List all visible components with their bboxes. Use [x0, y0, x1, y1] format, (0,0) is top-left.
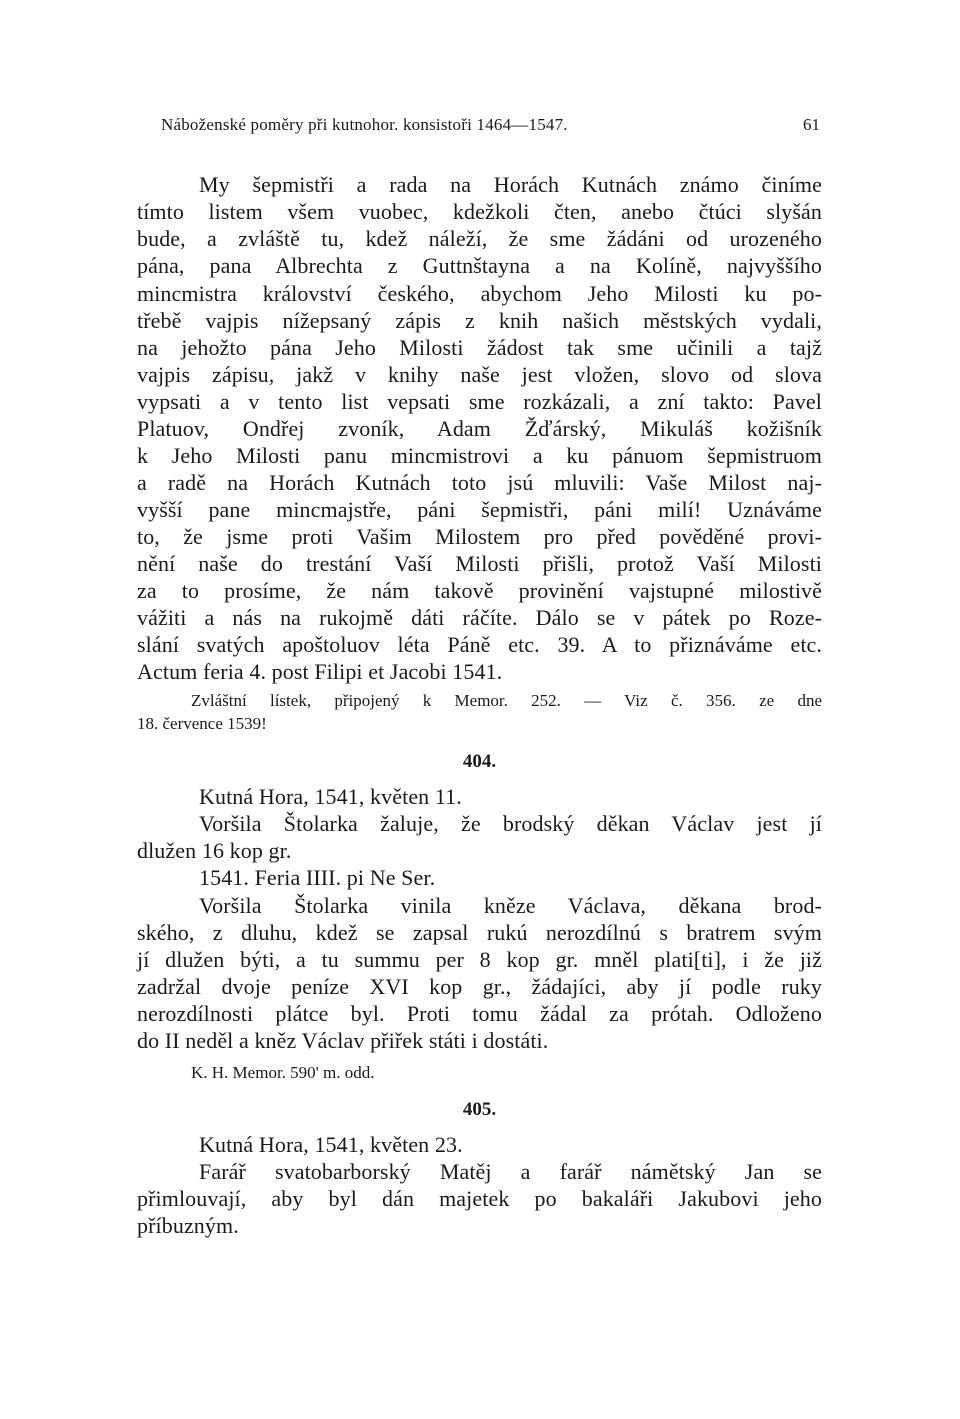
text-line: zadržal dvoje peníze XVI kop gr., žádajíci, aby jí podle ruky: [137, 974, 822, 999]
text-line: ského, z dluhu, kdež se zapsal rukú nerozdílnú s bratrem svým: [137, 920, 822, 945]
text-line: a radě na Horách Kutnách toto jsú mluvili: Vaše Milost naj-: [137, 470, 822, 495]
note-line: Zvláštní lístek, připojený k Memor. 252. — Viz č. 356. ze dne: [191, 691, 822, 710]
text-line: Actum feria 4. post Filipi et Jacobi 1541.: [137, 659, 503, 684]
text-line: do II neděl a kněz Václav přiřek státi i dostáti.: [137, 1028, 549, 1053]
text-line: na jehožto pána Jeho Milosti žádost tak sme učinili a tajž: [137, 335, 822, 360]
entry-summary-line: příbuzným.: [137, 1213, 239, 1238]
text-line: třebě vajpis nížepsaný zápis z knih našich městských vydali,: [137, 308, 822, 333]
text-line: nění naše do trestání Vaší Milosti přišli, protož Vaší Milosti: [137, 551, 822, 576]
entry-summary-line: Voršila Štolarka žaluje, že brodský děkan Václav jest jí: [199, 811, 822, 836]
header-title: Náboženské poměry při kutnohor. konsistoři 1464—1547.: [161, 115, 568, 134]
text-line: mincmistra království českého, abychom Jeho Milosti ku po-: [137, 281, 822, 306]
entry-heading: Kutná Hora, 1541, květen 23.: [199, 1132, 463, 1157]
text-line: slání svatých apoštoluov léta Páně etc. 39. A to přiznáváme etc.: [137, 632, 822, 657]
text-line: vážiti a nás na rukojmě dáti ráčíte. Dálo se v pátek po Roze-: [137, 605, 822, 630]
entry-number: 405.: [462, 1099, 497, 1120]
text-line: vajpis zápisu, jakž v knihy naše jest vložen, slovo od slova: [137, 362, 822, 387]
text-line: vypsati a v tento list vepsati sme rozkázali, a zní takto: Pavel: [137, 389, 822, 414]
page-number: 61: [803, 115, 820, 134]
entry-source: K. H. Memor. 590' m. odd.: [191, 1063, 375, 1082]
text-line: k Jeho Milosti panu mincmistrovi a ku pánuom šepmistruom: [137, 443, 822, 468]
note-line: 18. července 1539!: [137, 714, 267, 733]
entry-summary-line: dlužen 16 kop gr.: [137, 838, 292, 863]
entry-date-line: 1541. Feria IIII. pi Ne Ser.: [199, 865, 436, 890]
text-line: nerozdílnosti plátce byl. Proti tomu žádal za prótah. Odloženo: [137, 1001, 822, 1026]
entry-summary-line: přimlouvají, aby byl dán majetek po bakaláři Jakubovi jeho: [137, 1186, 822, 1211]
text-line: vyšší pane mincmajstře, páni šepmistři, páni milí! Uznáváme: [137, 497, 822, 522]
text-line: jí dlužen býti, a tu summu per 8 kop gr. mněl plati[ti], i že již: [137, 947, 822, 972]
entry-summary-line: Farář svatobarborský Matěj a farář námětský Jan se: [199, 1159, 822, 1184]
text-line: to, že jsme proti Vašim Milostem pro před pověděné provi-: [137, 524, 822, 549]
text-line: tímto listem všem vuobec, kdežkoli čten, anebo čtúci slyšán: [137, 199, 822, 224]
text-line: bude, a zvláště tu, kdež náleží, že sme žádáni od urozeného: [137, 226, 822, 251]
text-line: Voršila Štolarka vinila kněze Václava, děkana brod-: [199, 893, 822, 918]
text-line: Platuov, Ondřej zvoník, Adam Žďárský, Mikuláš kožišník: [137, 416, 822, 441]
running-header: [137, 114, 822, 136]
text-line: za to prosíme, že nám takově provinění vajstupné milostivě: [137, 578, 822, 603]
text-line: My šepmistři a rada na Horách Kutnách známo činíme: [199, 172, 822, 197]
text-line: pána, pana Albrechta z Guttnštayna a na Kolíně, najvyššího: [137, 253, 822, 278]
entry-heading: Kutná Hora, 1541, květen 11.: [199, 784, 462, 809]
entry-number: 404.: [462, 751, 497, 772]
